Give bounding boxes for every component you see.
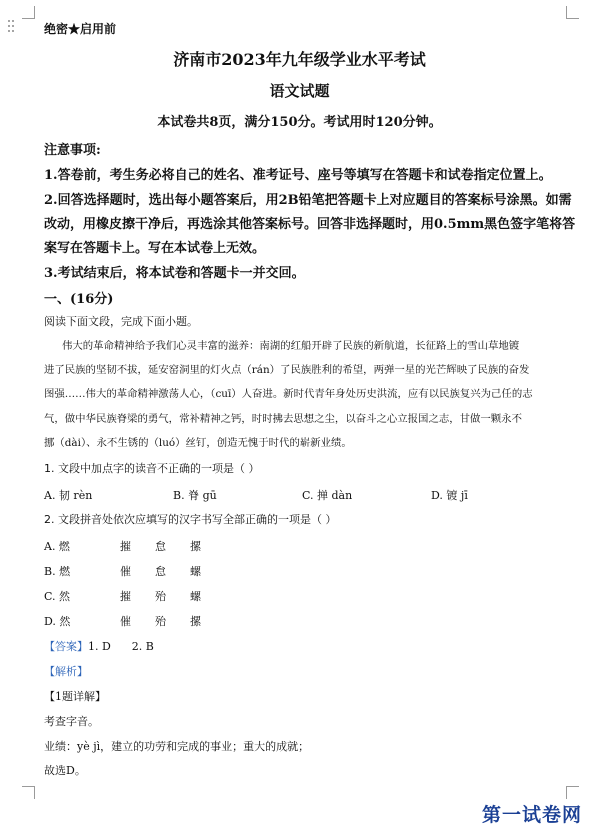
q1-option-b[interactable]: B. 脊 gū bbox=[173, 489, 217, 502]
passage-line-3: 图强……伟大的革命精神激荡人心，（cuī）人奋进。新时代青年身处历史洪流，应有以民族复兴为己任的志 bbox=[44, 388, 533, 400]
q2-option-b-label[interactable]: B. 燃 bbox=[44, 565, 71, 578]
analysis-line-2: 业绩：yè jì，建立的功劳和完成的事业；重大的成就； bbox=[44, 740, 310, 753]
question-1-stem: 1. 文段中加点字的读音不正确的一项是（ ） bbox=[44, 462, 260, 475]
q1-detail-label: 【1题详解】 bbox=[44, 690, 106, 703]
notice-item-3: 3.考试结束后，将本试卷和答题卡一并交回。 bbox=[44, 266, 305, 281]
question-2-stem: 2. 文段拼音处依次应填写的汉字书写全部正确的一项是（ ） bbox=[44, 513, 337, 526]
q1-option-c[interactable]: C. 掸 dàn bbox=[302, 489, 353, 502]
q2-option-d-char-4: 摞 bbox=[190, 615, 201, 628]
notice-item-2-line-3: 案写在答题卡上。写在本试卷上无效。 bbox=[44, 241, 266, 256]
q2-option-d-char-2: 催 bbox=[120, 615, 131, 628]
answer-row bbox=[44, 638, 154, 654]
drag-handle-icon[interactable] bbox=[8, 20, 16, 34]
exam-subtitle: 语文试题 bbox=[269, 82, 330, 100]
q1-option-a[interactable]: A. 韧 rèn bbox=[44, 489, 93, 502]
answer-value: 1. D 2. B bbox=[88, 640, 154, 653]
q2-option-b-char-3: 怠 bbox=[155, 565, 166, 578]
q2-option-c-char-2: 摧 bbox=[120, 590, 131, 603]
passage-line-2: 进了民族的坚韧不拔，延安窑洞里的灯火点（rán）了民族胜利的希望，两弹一星的光芒辉映了民族的奋发 bbox=[44, 364, 530, 376]
watermark-logo: 第一试卷网 bbox=[482, 804, 583, 826]
q1-option-d[interactable]: D. 镀 jī bbox=[431, 489, 468, 502]
crop-mark-top-right bbox=[566, 6, 579, 19]
notice-heading: 注意事项: bbox=[44, 143, 101, 158]
q2-option-d-label[interactable]: D. 然 bbox=[44, 615, 71, 628]
q2-option-a-char-3: 怠 bbox=[155, 540, 166, 553]
section-heading: 一、(16分) bbox=[44, 292, 114, 307]
passage-line-1: 伟大的革命精神给予我们心灵丰富的滋养：南湖的红船开辟了民族的新航道，长征路上的雪山草地镀 bbox=[62, 340, 520, 352]
q2-option-a-char-2: 摧 bbox=[120, 540, 131, 553]
q2-option-b-char-4: 螺 bbox=[190, 565, 201, 578]
notice-item-2-line-2: 改动，用橡皮擦干净后，再选涂其他答案标号。回答非选择题时，用0.5mm黑色签字笔将答 bbox=[44, 217, 576, 232]
q2-option-c-label[interactable]: C. 然 bbox=[44, 590, 71, 603]
q2-option-a-label[interactable]: A. 燃 bbox=[44, 540, 70, 553]
notice-item-1: 1.答卷前，考生务必将自己的姓名、准考证号、座号等填写在答题卡和试卷指定位置上。 bbox=[44, 168, 552, 183]
passage-line-5: 挪（dài）、永不生锈的（luó）丝钉，创造无愧于时代的崭新业绩。 bbox=[44, 437, 352, 449]
crop-mark-bottom-right bbox=[566, 786, 579, 799]
q2-option-b-char-2: 催 bbox=[120, 565, 131, 578]
answer-label: 【答案】 bbox=[44, 640, 88, 653]
section-instruction: 阅读下面文段，完成下面小题。 bbox=[44, 315, 198, 328]
crop-mark-top-left bbox=[22, 6, 35, 19]
q2-option-d-char-3: 殆 bbox=[155, 615, 166, 628]
analysis-line-3: 故选D。 bbox=[44, 764, 86, 777]
analysis-line-1: 考查字音。 bbox=[44, 715, 99, 728]
passage-line-4: 气，做中华民族脊梁的勇气，常补精神之钙，时时拂去思想之尘，以奋斗之心立报国之志，甘做一颗永不 bbox=[44, 413, 522, 425]
confidential-label: 绝密★启用前 bbox=[44, 22, 117, 36]
exam-info: 本试卷共8页，满分150分。考试用时120分钟。 bbox=[157, 115, 442, 130]
q2-option-c-char-4: 螺 bbox=[190, 590, 201, 603]
exam-title: 济南市2023年九年级学业水平考试 bbox=[173, 50, 426, 69]
analysis-label: 【解析】 bbox=[44, 665, 88, 678]
crop-mark-bottom-left bbox=[22, 786, 35, 799]
q2-option-c-char-3: 殆 bbox=[155, 590, 166, 603]
q2-option-a-char-4: 摞 bbox=[190, 540, 201, 553]
notice-item-2-line-1: 2.回答选择题时，选出每小题答案后，用2B铅笔把答题卡上对应题目的答案标号涂黑。如需 bbox=[44, 193, 572, 208]
